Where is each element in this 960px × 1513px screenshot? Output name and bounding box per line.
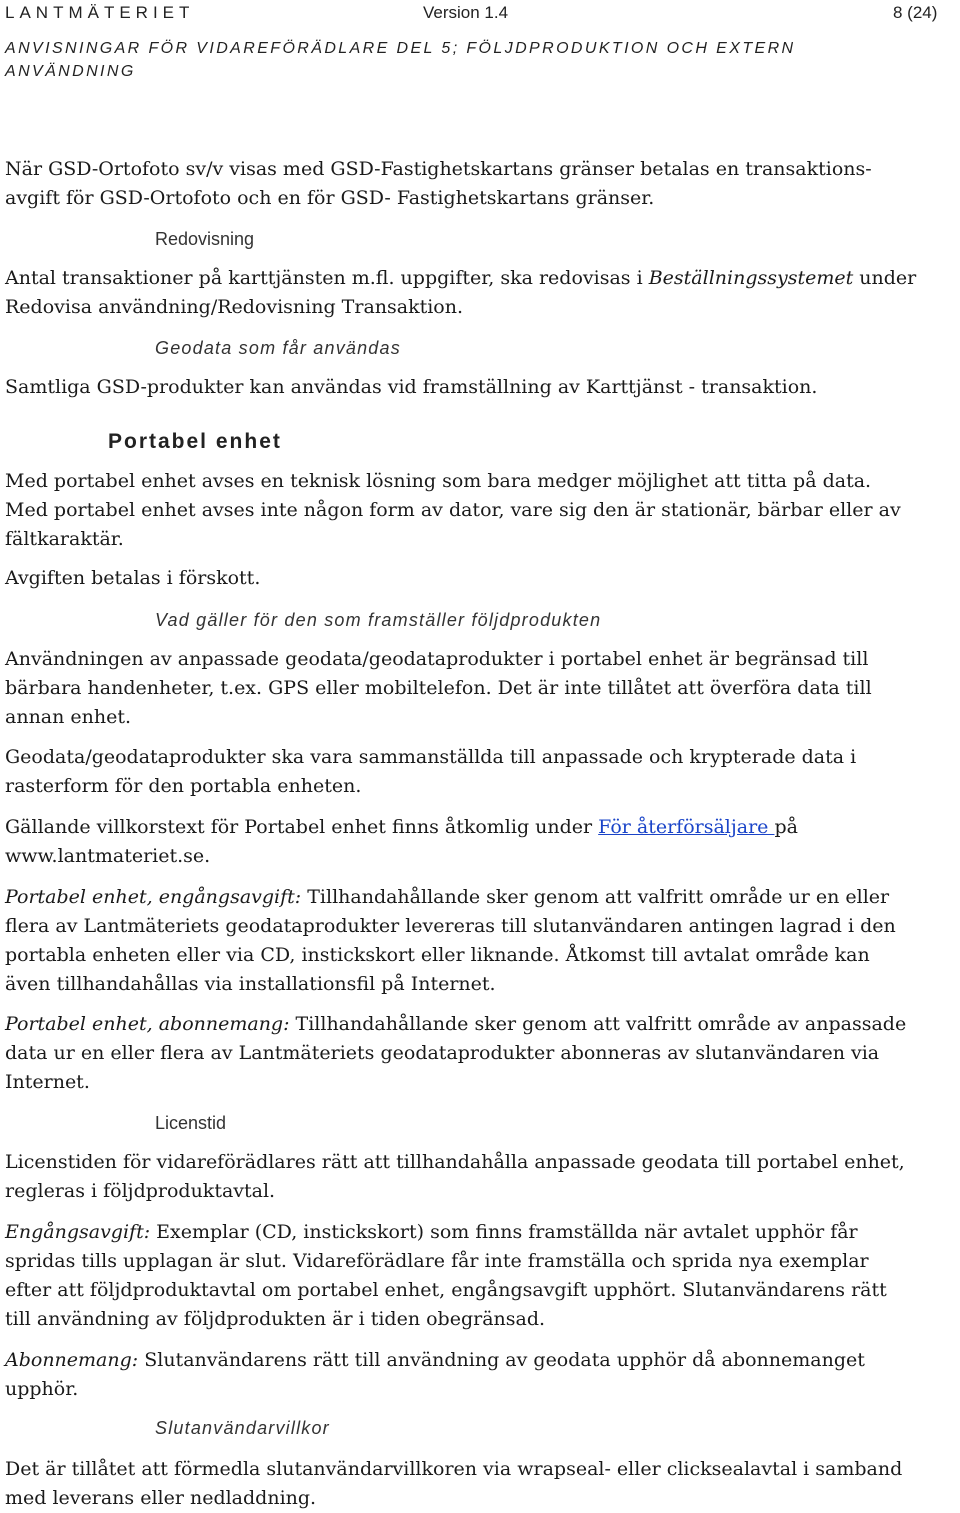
- villkorstext-text: på: [774, 816, 798, 838]
- heading-slutanvandarvillkor: Slutanvändarvillkor: [155, 1418, 330, 1438]
- heading-licenstid: Licenstid: [155, 1113, 227, 1133]
- engang-line: till användning av följdprodukten är i tiden obegränsad.: [5, 1308, 546, 1330]
- abonnemang-villkor-text: Slutanvändarens rätt till användning av geodata upphör då abonnemanget: [138, 1349, 865, 1371]
- link-for-aterforsaljare[interactable]: För återförsäljare: [598, 816, 775, 838]
- portabel-line: Med portabel enhet avses inte någon form av dator, vare sig den är stationär, bärbar eller av: [5, 499, 901, 521]
- abonnemang-villkor-line: upphör.: [5, 1378, 79, 1400]
- portabel-abonnemang-label: Portabel enhet, abonnemang:: [5, 1013, 290, 1035]
- engangsavgift-line: flera av Lantmäteriets geodataprodukter levereras till slutanvändaren antingen lagrad i den: [5, 915, 896, 937]
- intro-line: avgift för GSD-Ortofoto och en för GSD- Fastighetskartans gränser.: [5, 187, 655, 209]
- page-number: 8 (24): [893, 3, 938, 22]
- anvandning-paragraph: [5, 645, 955, 732]
- licenstid-line: Licenstiden för vidareförädlares rätt att tillhandahålla anpassade geodata till portabel enhet,: [5, 1151, 905, 1173]
- engangsavgift-line: även tillhandahållas via installationsfil på Internet.: [5, 973, 496, 995]
- bestallningssystemet-term: Beställningssystemet: [648, 267, 854, 289]
- heading-vad-galler: Vad gäller för den som framställer följdprodukten: [155, 610, 602, 630]
- anvandning-line: bärbara handenheter, t.ex. GPS eller mobiltelefon. Det är inte tillåtet att överföra data till: [5, 677, 872, 699]
- abonnemang-label: Abonnemang:: [5, 1349, 139, 1371]
- document-title-line1: ANVISNINGAR FÖR VIDAREFÖRÄDLARE DEL 5; FÖLJDPRODUKTION OCH EXTERN: [5, 40, 796, 57]
- redovisning-paragraph: [5, 264, 955, 322]
- engang-line: efter att följdproduktavtal om portabel enhet, engångsavgift upphört. Slutanvändarens rätt: [5, 1279, 887, 1301]
- organization-name: LANTMÄTERIET: [5, 3, 195, 22]
- licenstid-line: regleras i följdproduktavtal.: [5, 1180, 276, 1202]
- portabel-paragraph: [5, 467, 955, 554]
- redovisning-text: under: [853, 267, 917, 289]
- villkorstext-line: www.lantmateriet.se.: [5, 845, 211, 867]
- anvandning-line: Användningen av anpassade geodata/geodataprodukter i portabel enhet är begränsad till: [5, 648, 869, 670]
- licenstid-paragraph: [5, 1148, 955, 1206]
- redovisning-line: Redovisa användning/Redovisning Transaktion.: [5, 296, 464, 318]
- engangsavgift-label: Engångsavgift:: [5, 1221, 151, 1243]
- villkorstext-text: Gällande villkorstext för Portabel enhet finns åtkomlig under: [5, 816, 599, 838]
- villkorstext-paragraph: [5, 813, 955, 871]
- geodataprodukter-paragraph: [5, 743, 955, 801]
- abonnemang-line: data ur en eller flera av Lantmäteriets geodataprodukter abonneras av slutanvändaren via: [5, 1042, 880, 1064]
- slutanvandarvillkor-line: med leverans eller nedladdning.: [5, 1487, 317, 1509]
- heading-redovisning: Redovisning: [155, 229, 255, 249]
- document-title-line2: ANVÄNDNING: [5, 63, 136, 80]
- engang-villkor-paragraph: [5, 1218, 955, 1334]
- slutanvandarvillkor-paragraph: [5, 1455, 955, 1513]
- abonnemang-paragraph: [5, 1010, 955, 1097]
- intro-line: När GSD-Ortofoto sv/v visas med GSD-Fastighetskartans gränser betalas en transaktions-: [5, 158, 872, 180]
- heading-geodata: Geodata som får användas: [155, 338, 401, 358]
- engangsavgift-line: portabla enheten eller via CD, instickskort eller liknande. Åtkomst till avtalat område kan: [5, 944, 870, 966]
- intro-paragraph: [5, 155, 955, 213]
- engangsavgift-text: Tillhandahållande sker genom att valfritt område ur en eller: [301, 886, 890, 908]
- abonnemang-villkor-paragraph: [5, 1346, 955, 1404]
- portabel-engangsavgift-label: Portabel enhet, engångsavgift:: [5, 886, 302, 908]
- document-version: Version 1.4: [423, 3, 509, 22]
- engang-text: Exemplar (CD, instickskort) som finns framställda när avtalet upphör får: [150, 1221, 858, 1243]
- engang-line: spridas tills upplagan är slut. Vidareförädlare får inte framställa och sprida nya exemplar: [5, 1250, 869, 1272]
- abonnemang-text: Tillhandahållande sker genom att valfritt område av anpassade: [289, 1013, 907, 1035]
- portabel-line: fältkaraktär.: [5, 528, 124, 550]
- geodataprodukter-line: rasterform för den portabla enheten.: [5, 775, 362, 797]
- anvandning-line: annan enhet.: [5, 706, 132, 728]
- abonnemang-line: Internet.: [5, 1071, 90, 1093]
- heading-portabel-enhet: Portabel enhet: [108, 430, 282, 453]
- geodata-paragraph: Samtliga GSD-produkter kan användas vid framställning av Karttjänst - transaktion.: [5, 376, 818, 398]
- geodataprodukter-line: Geodata/geodataprodukter ska vara sammanställda till anpassade och krypterade data i: [5, 746, 857, 768]
- engangsavgift-paragraph: [5, 883, 955, 999]
- slutanvandarvillkor-line: Det är tillåtet att förmedla slutanvändarvillkoren via wrapseal- eller clicksealavtal i samband: [5, 1458, 903, 1480]
- portabel-line: Med portabel enhet avses en teknisk lösning som bara medger möjlighet att titta på data.: [5, 470, 872, 492]
- avgift-paragraph: Avgiften betalas i förskott.: [5, 567, 261, 589]
- redovisning-text: Antal transaktioner på karttjänsten m.fl. uppgifter, ska redovisas i: [5, 267, 649, 289]
